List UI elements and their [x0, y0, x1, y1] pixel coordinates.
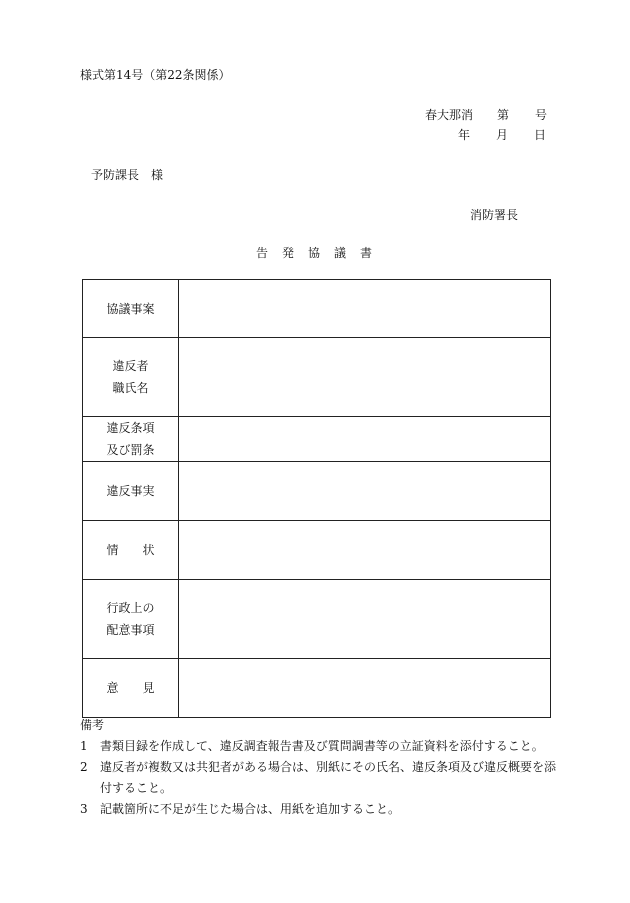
row-value[interactable]: [179, 580, 551, 659]
date-day: 日: [534, 128, 547, 142]
table-row: [83, 338, 551, 417]
row-value[interactable]: [179, 659, 551, 718]
row-label-line: 違反事実: [106, 484, 155, 498]
row-value[interactable]: [179, 417, 551, 462]
table-row: [83, 462, 551, 521]
date-line: [458, 126, 546, 143]
row-label-line: 情 状: [106, 543, 155, 557]
note-item: [80, 799, 560, 820]
note-item: [80, 757, 560, 799]
document-title: [0, 244, 630, 261]
date-month: 月: [496, 128, 509, 142]
note-text: 違反者が複数又は共犯者がある場合は、別紙にその氏名、違反条項及び違反概要を添付すること。: [100, 760, 557, 795]
row-value[interactable]: [179, 521, 551, 580]
note-text: 記載箇所に不足が生じた場合は、用紙を追加すること。: [100, 802, 401, 816]
row-value[interactable]: [179, 462, 551, 521]
notes-heading: 備考: [80, 718, 105, 732]
row-label: [83, 580, 179, 659]
title-char: 議: [334, 246, 349, 260]
note-item: [80, 736, 560, 757]
note-number: 2: [80, 760, 88, 774]
row-label-line: 協議事案: [106, 301, 155, 316]
table-row: [83, 280, 551, 338]
form-number: 様式第14号（第22条関係）: [80, 68, 231, 82]
row-label-line: 違反者: [112, 359, 149, 373]
row-label: [83, 338, 179, 417]
issue-prefix: 春大那消: [425, 108, 474, 122]
row-label-line: 職氏名: [112, 381, 149, 395]
row-label-line: 行政上の: [106, 601, 155, 615]
title-char: 告: [255, 246, 270, 260]
title-char: 協: [307, 246, 322, 260]
row-value[interactable]: [179, 280, 551, 338]
table-row: [83, 521, 551, 580]
issue-dai: 第: [497, 108, 510, 122]
row-label: [83, 521, 179, 580]
table-row: [83, 659, 551, 718]
sender: 消防署長: [470, 208, 519, 222]
proposal-table: [82, 279, 551, 718]
title-char: 書: [360, 246, 375, 260]
issue-number-line: [425, 106, 547, 123]
row-label-line: 及び罰条: [106, 443, 155, 457]
date-year: 年: [458, 128, 471, 142]
addressee: 予防課長 様: [91, 168, 164, 182]
table-row: [83, 417, 551, 462]
note-number: 1: [80, 739, 88, 753]
row-label-line: 意 見: [106, 681, 155, 695]
note-text: 書類目録を作成して、違反調査報告書及び質問調書等の立証資料を添付すること。: [100, 739, 544, 753]
note-number: 3: [80, 802, 88, 816]
title-char: 発: [281, 246, 296, 260]
issue-go: 号: [535, 108, 548, 122]
row-label: [83, 659, 179, 718]
row-label: [83, 417, 179, 462]
row-label-line: 配意事項: [106, 623, 155, 637]
table-row: [83, 580, 551, 659]
notes-section: [80, 715, 560, 820]
row-value[interactable]: [179, 338, 551, 417]
row-label: [83, 280, 179, 338]
row-label-line: 違反条項: [106, 421, 155, 435]
row-label: [83, 462, 179, 521]
